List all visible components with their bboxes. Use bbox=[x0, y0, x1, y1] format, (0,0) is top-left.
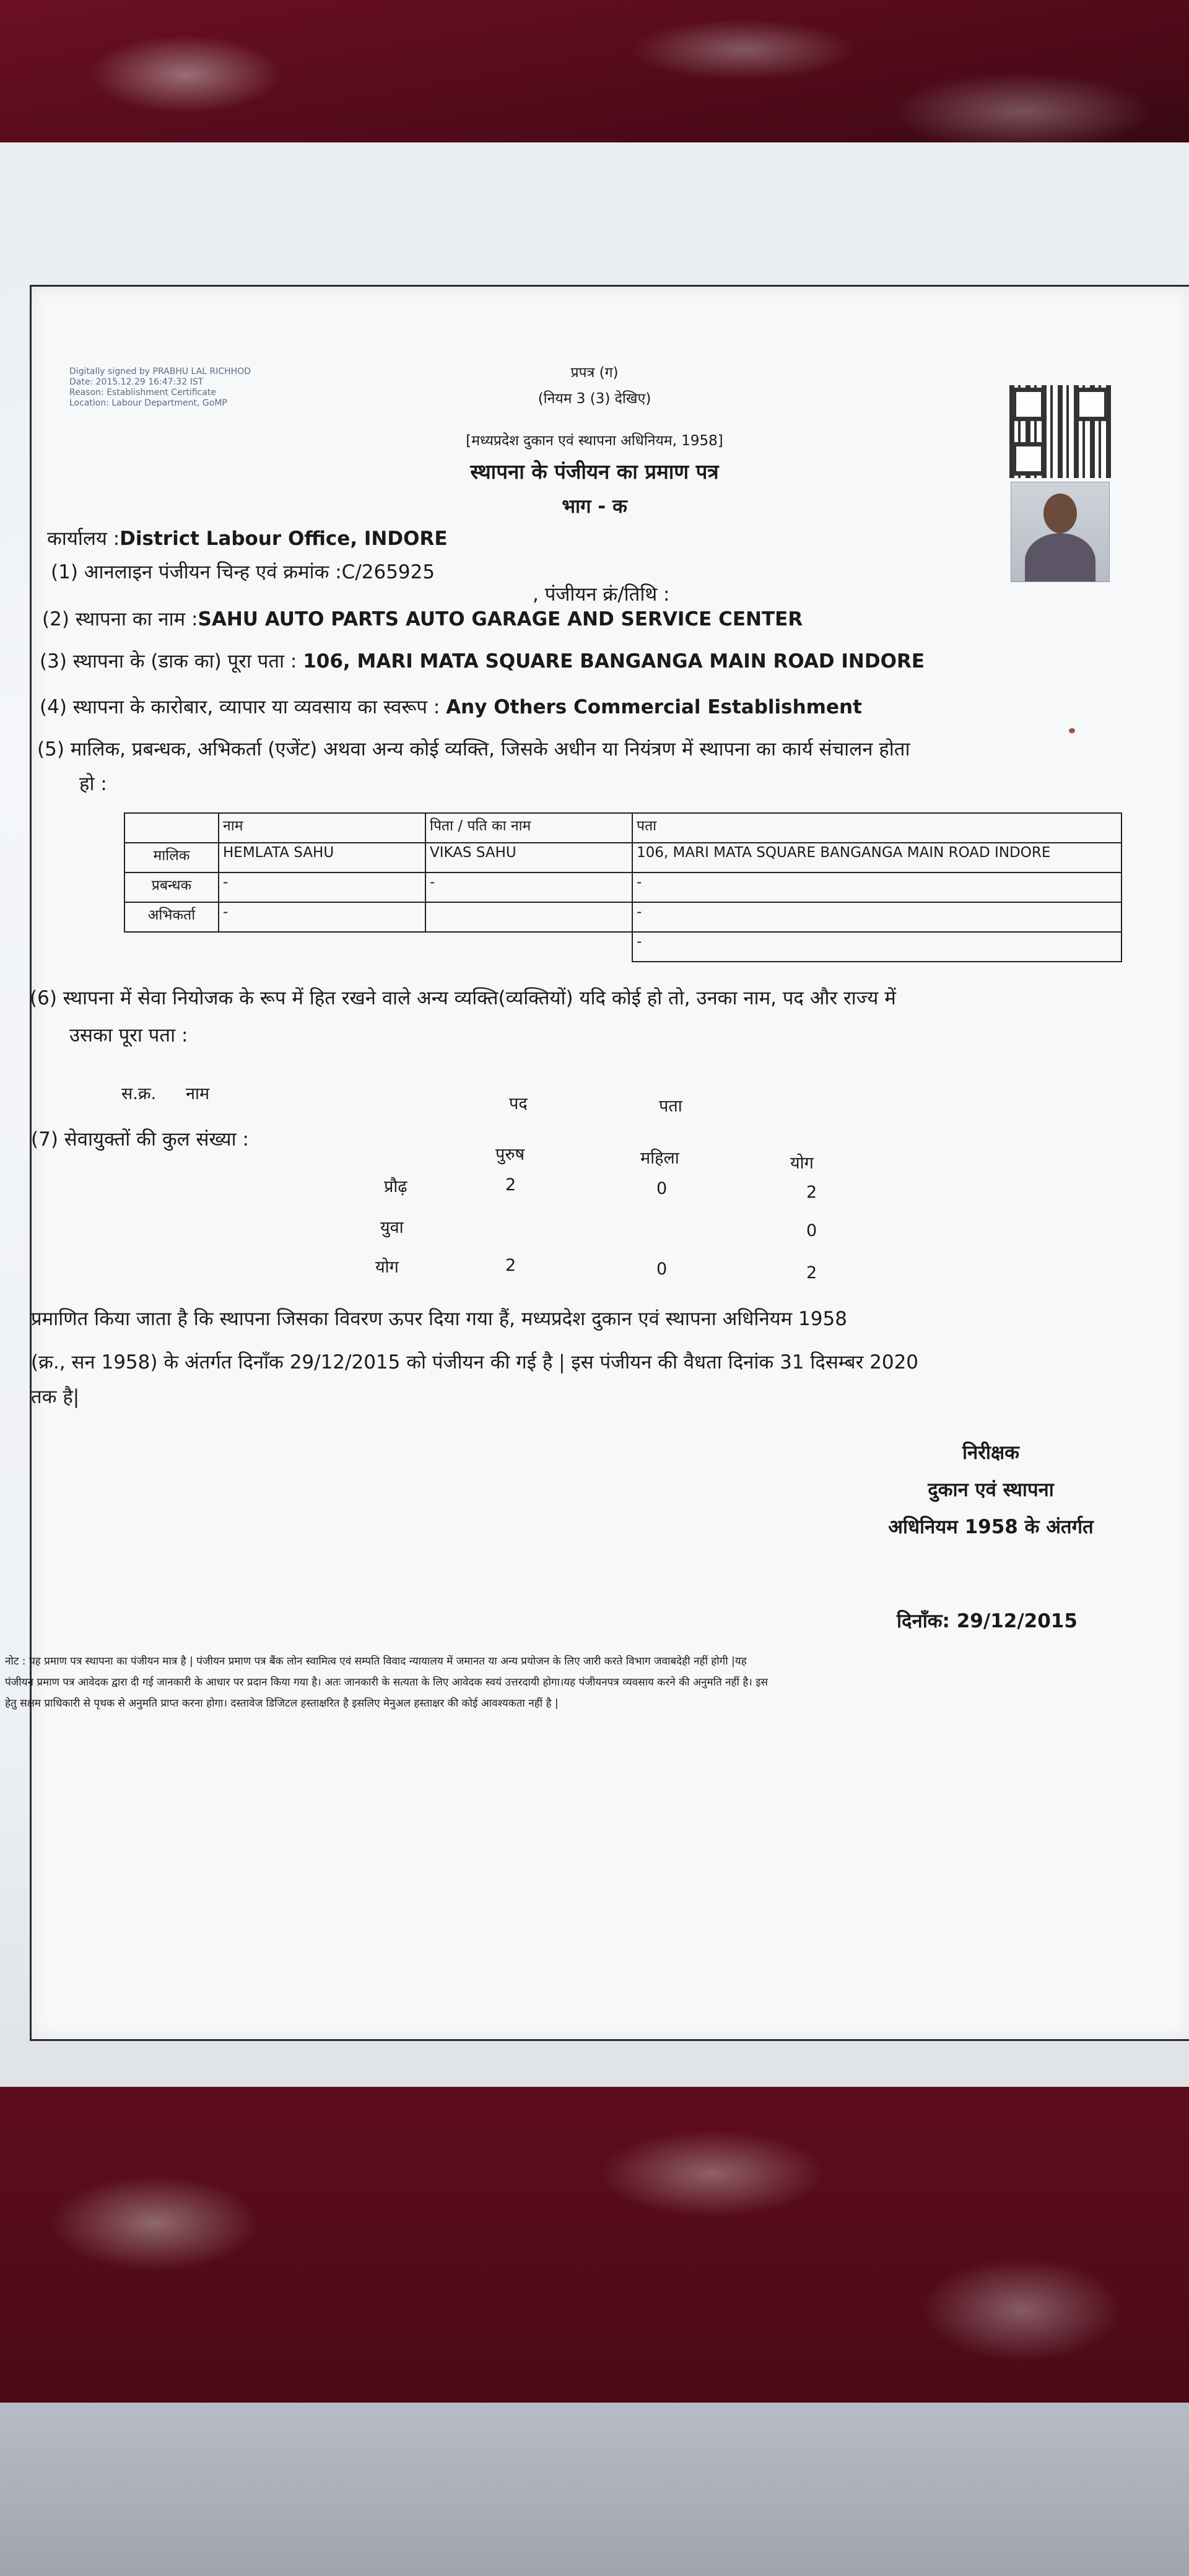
registration-line bbox=[51, 559, 435, 585]
table-row bbox=[124, 932, 1121, 962]
other-persons-label: (6) स्थापना में सेवा नियोजक के रूप में हित रखने वाले अन्य व्यक्ति(व्यक्तियों) यदि कोई हो तो, उनका नाम, पद और राज्य में bbox=[30, 987, 896, 1009]
adult-label: प्रौढ़ bbox=[384, 1177, 407, 1196]
establishment-name-line bbox=[42, 606, 803, 632]
certification-text: तक है| bbox=[31, 1386, 80, 1408]
owner-photo bbox=[1011, 482, 1110, 582]
column-post: पद bbox=[509, 1094, 528, 1113]
business-nature: Any Others Commercial Establishment bbox=[446, 696, 862, 718]
table-cell: HEMLATA SAHU bbox=[219, 843, 425, 872]
table-header: पता bbox=[632, 813, 1121, 843]
date-label: दिनाँक: bbox=[897, 1610, 950, 1632]
certificate-date bbox=[897, 1608, 1078, 1634]
registration-date-label: , पंजीयन क्रं/तिथि : bbox=[533, 583, 670, 606]
establishment-name: SAHU AUTO PARTS AUTO GARAGE AND SERVICE CENTER bbox=[198, 608, 803, 630]
table-header bbox=[124, 813, 219, 843]
table-header: नाम bbox=[219, 813, 425, 843]
total-total-count: 2 bbox=[806, 1263, 817, 1282]
owner-section-label-cont: हो : bbox=[79, 773, 107, 795]
qr-code bbox=[1009, 385, 1111, 478]
registration-number: C/265925 bbox=[341, 561, 435, 583]
registration-label: (1) आनलाइन पंजीयन चिन्ह एवं क्रमांक : bbox=[51, 561, 342, 583]
inspector-act: अधिनियम 1958 के अंतर्गत bbox=[888, 1516, 1094, 1538]
background-fabric-bottom bbox=[0, 2087, 1189, 2409]
adult-male-count: 2 bbox=[505, 1175, 516, 1194]
establishment-address-label: (3) स्थापना के (डाक का) पूरा पता : bbox=[40, 650, 297, 672]
table-row bbox=[124, 872, 1121, 902]
table-cell: - bbox=[632, 932, 1121, 962]
table-cell bbox=[124, 932, 219, 962]
inspector-department: दुकान एवं स्थापना bbox=[928, 1479, 1054, 1501]
signature-line: Digitally signed by PRABHU LAL RICHHOD bbox=[69, 367, 251, 376]
table-header: पिता / पति का नाम bbox=[425, 813, 632, 843]
footer-note bbox=[5, 1651, 768, 1714]
table-cell bbox=[219, 932, 425, 962]
column-address: पता bbox=[659, 1097, 682, 1116]
table-row bbox=[124, 813, 1121, 843]
table-cell: - bbox=[219, 872, 425, 902]
table-cell: 106, MARI MATA SQUARE BANGANGA MAIN ROAD INDORE bbox=[632, 843, 1121, 872]
total-male-count: 2 bbox=[505, 1256, 516, 1275]
signature-line: Date: 2015.12.29 16:47:32 IST bbox=[69, 377, 204, 387]
establishment-address: 106, MARI MATA SQUARE BANGANGA MAIN ROAD INDORE bbox=[303, 650, 925, 672]
establishment-name-label: (2) स्थापना का नाम : bbox=[42, 608, 198, 630]
column-name: नाम bbox=[186, 1084, 210, 1103]
establishment-address-line bbox=[40, 648, 925, 674]
table-row bbox=[124, 902, 1121, 932]
table-cell bbox=[425, 932, 632, 962]
table-cell: प्रबन्धक bbox=[124, 872, 219, 902]
note-line: नोट : यह प्रमाण पत्र स्थापना का पंजीयन मात्र है | पंजीयन प्रमाण पत्र बैंक लोन स्वामित्व एवं सम्पति विवाद न्यायालय में जमानत या अन्य प्रयोजन के लिए जारी करते विभाग जवाबदेही नहीं होगी |यह bbox=[5, 1655, 747, 1668]
table-cell: अभिकर्ता bbox=[124, 902, 219, 932]
act-reference: [मध्यप्रदेश दुकान एवं स्थापना अधिनियम, 1958] bbox=[466, 433, 723, 449]
note-line: हेतु सक्षम प्राधिकारी से पृथक से अनुमति प्राप्त करना होगा। दस्तावेज डिजिटल हस्ताक्षरित है इसलिए मेनुअल हस्ताक्षर की कोई आवश्यकता नहीं है | bbox=[5, 1697, 559, 1710]
owner-section-label: (5) मालिक, प्रबन्धक, अभिकर्ता (एजेंट) अथवा अन्य कोई व्यक्ति, जिसके अधीन या नियंत्रण में स्थापना का कार्य संचालन होता bbox=[37, 738, 910, 760]
owner-table bbox=[124, 812, 1122, 962]
other-persons-label-cont: उसका पूरा पता : bbox=[69, 1024, 188, 1046]
table-cell: - bbox=[219, 902, 425, 932]
part-label: भाग - क bbox=[562, 495, 627, 518]
column-male: पुरुष bbox=[495, 1145, 525, 1164]
ink-mark bbox=[1069, 728, 1075, 733]
background-cloth bbox=[0, 2403, 1189, 2576]
digital-signature bbox=[69, 367, 251, 409]
date-value: 29/12/2015 bbox=[956, 1610, 1078, 1632]
table-cell: - bbox=[425, 872, 632, 902]
table-cell: VIKAS SAHU bbox=[425, 843, 632, 872]
page-title: स्थापना के पंजीयन का प्रमाण पत्र bbox=[470, 459, 719, 484]
total-label: योग bbox=[375, 1258, 399, 1277]
rule-reference: (नियम 3 (3) देखिए) bbox=[538, 391, 651, 407]
office-line bbox=[47, 525, 448, 551]
business-nature-label: (4) स्थापना के कारोबार, व्यापार या व्यवसाय का स्वरूप : bbox=[40, 696, 440, 718]
adult-female-count: 0 bbox=[656, 1179, 668, 1198]
youth-total-count: 0 bbox=[806, 1221, 817, 1240]
form-number: प्रपत्र (ग) bbox=[570, 365, 619, 381]
office-label: कार्यालय : bbox=[47, 528, 120, 550]
signature-line: Reason: Establishment Certificate bbox=[69, 388, 217, 398]
youth-label: युवा bbox=[380, 1218, 404, 1237]
certification-text: (क्र., सन 1958) के अंतर्गत दिनाँक 29/12/2015 को पंजीयन की गई है | इस पंजीयन की वैधता दिनांक 31 दिसम्बर 2020 bbox=[31, 1351, 919, 1373]
note-line: पंजीयन प्रमाण पत्र आवेदक द्वारा दी गई जानकारी के आधार पर प्रदान किया गया है। अतः जानकारी के सत्यता के लिए आवेदक स्वयं उत्तरदायी होगा।यह पंजीयनपत्र व्यवसाय करने की अनुमति नहीं है। इस bbox=[5, 1676, 769, 1689]
table-cell: मालिक bbox=[124, 843, 219, 872]
total-female-count: 0 bbox=[656, 1260, 668, 1279]
table-row bbox=[124, 843, 1121, 872]
signature-line: Location: Labour Department, GoMP bbox=[69, 398, 227, 408]
business-nature-line bbox=[40, 694, 862, 720]
inspector-title: निरीक्षक bbox=[962, 1442, 1019, 1464]
table-cell: - bbox=[632, 902, 1121, 932]
table-cell bbox=[425, 902, 632, 932]
office-value: District Labour Office, INDORE bbox=[120, 528, 448, 550]
employee-count-label: (7) सेवायुक्तों की कुल संख्या : bbox=[31, 1128, 249, 1151]
column-female: महिला bbox=[640, 1149, 679, 1168]
column-serial: स.क्र. bbox=[121, 1084, 157, 1103]
adult-total-count: 2 bbox=[806, 1183, 817, 1202]
certification-text: प्रमाणित किया जाता है कि स्थापना जिसका विवरण ऊपर दिया गया हैं, मध्यप्रदेश दुकान एवं स्थापना अधिनियम 1958 bbox=[31, 1308, 847, 1330]
table-cell: - bbox=[632, 872, 1121, 902]
column-total: योग bbox=[790, 1154, 814, 1173]
